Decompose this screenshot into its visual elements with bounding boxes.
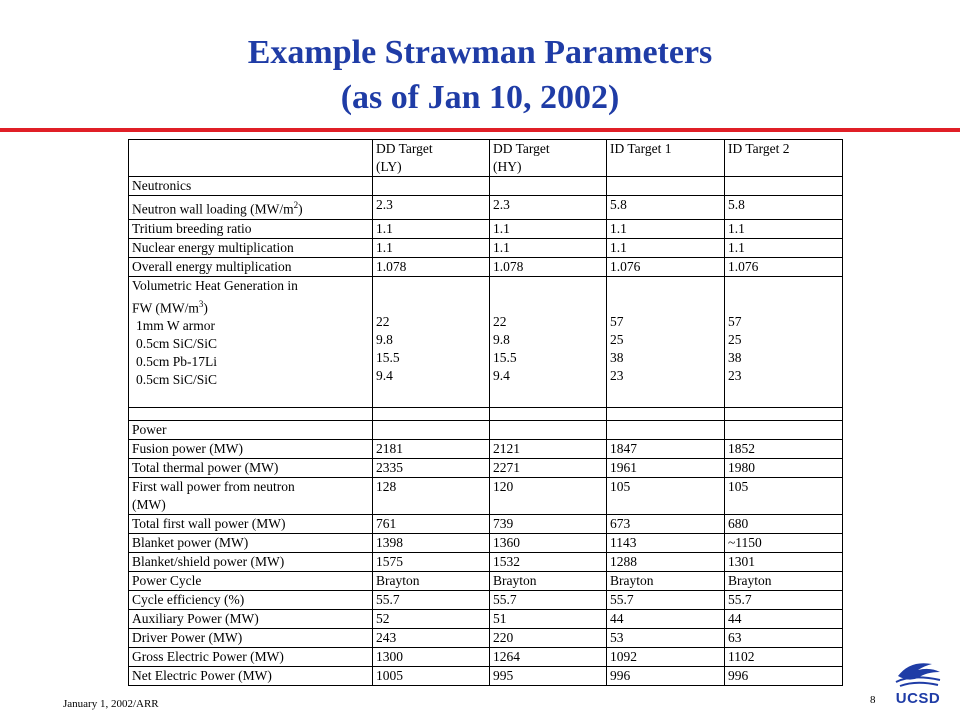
row-label [129,572,373,591]
column-header-line1: DD Target [376,141,433,156]
column-header-line2 [728,158,839,176]
value-cell: 38 [728,349,742,365]
value-cell: 1360 [490,534,607,553]
row-label-text: Driver Power (MW) [132,630,243,645]
value-cell: 1300 [373,648,490,667]
value-cell: 1.076 [725,257,843,276]
empty-cell [373,177,490,196]
row-label: Nuclear energy multiplication [129,238,373,257]
row-label-text: Power Cycle [132,573,202,588]
value-cell: 1575 [373,553,490,572]
value-cell: 9.4 [376,367,393,383]
logo-text: UCSD [895,690,941,707]
value-cell: 5.8 [725,196,843,220]
value-cell: 1.078 [373,257,490,276]
value-cell: 55.7 [373,591,490,610]
value-cell: 1102 [725,648,843,667]
value-cell: 44 [725,610,843,629]
value-cell: 57 [610,313,624,329]
row-label-tail: ) [298,201,303,217]
section-label-power: Power [129,421,373,440]
vhg-layer-label: 0.5cm SiC/SiC [136,372,218,387]
row-label [129,629,373,648]
row-label [129,440,373,459]
row-label [129,534,373,553]
row-label-text: Total first wall power (MW) [132,516,286,531]
vhg-value-column [725,276,843,408]
value-cell: 2.3 [490,196,607,220]
vhg-value-spacer [728,277,839,313]
table-row [129,610,843,629]
vhg-value-spacer [610,277,721,313]
title-line-2: (as of Jan 10, 2002) [340,79,620,116]
value-cell: 996 [725,667,843,686]
value-cell: 1092 [607,648,725,667]
row-label [129,553,373,572]
empty-cell [490,177,607,196]
value-cell: 2121 [490,440,607,459]
row-label-text: Blanket/shield power (MW) [132,554,285,569]
table-row [129,515,843,534]
value-cell: 15.5 [493,349,517,365]
value-cell: 55.7 [490,591,607,610]
value-cell: 1961 [607,459,725,478]
slide-title [0,30,960,120]
table-row [129,257,843,276]
table-row [129,219,843,238]
value-cell: 995 [490,667,607,686]
value-cell: 2271 [490,459,607,478]
vhg-value-column [490,276,607,408]
vhg-layer-label: 0.5cm SiC/SiC [136,336,218,351]
column-header [725,140,843,177]
row-label-text-line2: (MW) [132,497,166,512]
value-cell: 44 [607,610,725,629]
vhg-title-line1: Volumetric Heat Generation in [132,277,298,293]
table-row [129,553,843,572]
empty-cell [725,177,843,196]
vhg-layer-label: 1mm W armor [136,318,215,333]
value-cell: 25 [610,331,624,347]
empty-cell [607,421,725,440]
table-row [129,196,843,220]
page-number: 8 [870,694,876,706]
vhg-block-row [129,276,843,408]
section-row-neutronics [129,177,843,196]
table-row [129,629,843,648]
value-cell: 120 [490,478,607,515]
value-cell: Brayton [725,572,843,591]
row-label-text: Net Electric Power (MW) [132,668,272,683]
table-row [129,478,843,515]
row-label [129,667,373,686]
value-cell: 22 [376,313,390,329]
empty-cell [129,408,373,421]
row-label-text: Auxiliary Power (MW) [132,611,259,626]
row-label: Overall energy multiplication [129,257,373,276]
section-row-power [129,421,843,440]
value-cell: Brayton [373,572,490,591]
value-cell: 1.1 [607,238,725,257]
value-cell: 1852 [725,440,843,459]
row-label-text: Blanket power (MW) [132,535,249,550]
vhg-value-spacer [376,277,486,313]
row-label-text: Fusion power (MW) [132,441,243,456]
empty-cell [607,177,725,196]
empty-cell [725,421,843,440]
value-cell: 243 [373,629,490,648]
row-label [129,610,373,629]
value-cell: 63 [725,629,843,648]
column-header-line1: ID Target 2 [728,141,790,156]
value-cell: 1.1 [373,219,490,238]
value-cell: 996 [607,667,725,686]
empty-cell [373,421,490,440]
value-cell: 1847 [607,440,725,459]
header-row [129,140,843,177]
value-cell: 1264 [490,648,607,667]
column-header [490,140,607,177]
value-cell: Brayton [490,572,607,591]
value-cell: 15.5 [376,349,400,365]
table-row [129,591,843,610]
value-cell: 51 [490,610,607,629]
value-cell: 23 [610,367,624,383]
row-label [129,459,373,478]
value-cell: ~1150 [725,534,843,553]
value-cell: 2181 [373,440,490,459]
value-cell: 1.078 [490,257,607,276]
value-cell: 105 [725,478,843,515]
value-cell: 680 [725,515,843,534]
value-cell: 57 [728,313,742,329]
table-row [129,534,843,553]
empty-cell [725,408,843,421]
value-cell: 1288 [607,553,725,572]
value-cell: 2.3 [373,196,490,220]
row-label-text: Gross Electric Power (MW) [132,649,284,664]
empty-cell [373,408,490,421]
empty-cell [490,408,607,421]
value-cell: 23 [728,367,742,383]
value-cell: 739 [490,515,607,534]
row-label-text: Neutron wall loading (MW/m [132,201,294,217]
value-cell: 55.7 [607,591,725,610]
vhg-spacer [132,389,369,407]
column-header-line1: ID Target 1 [610,141,672,156]
column-header-line1: DD Target [493,141,550,156]
row-label [129,478,373,515]
superscript: 2 [293,200,299,210]
value-cell: 53 [607,629,725,648]
value-cell: 22 [493,313,507,329]
separator-row [129,408,843,421]
row-label-text: Total thermal power (MW) [132,460,279,475]
row-label-text: Cycle efficiency (%) [132,592,245,607]
value-cell: 761 [373,515,490,534]
value-cell: 105 [607,478,725,515]
footer-date: January 1, 2002/ARR [63,698,159,710]
value-cell: 1.1 [490,238,607,257]
table-row [129,459,843,478]
value-cell: 25 [728,331,742,347]
vhg-layer-label: 0.5cm Pb-17Li [136,354,217,369]
column-header-line2: (HY) [493,159,522,174]
value-cell: 52 [373,610,490,629]
parameters-table [128,139,843,686]
empty-cell [607,408,725,421]
value-cell: 673 [607,515,725,534]
value-cell: 1143 [607,534,725,553]
value-cell: 128 [373,478,490,515]
value-cell: 1980 [725,459,843,478]
value-cell: 1.076 [607,257,725,276]
value-cell: 220 [490,629,607,648]
vhg-title-line2 [132,295,369,318]
value-cell: 9.8 [376,331,393,347]
value-cell: 5.8 [607,196,725,220]
value-cell: 1.1 [607,219,725,238]
vhg-value-column [373,276,490,408]
value-cell: 9.4 [493,367,510,383]
table-row [129,667,843,686]
value-cell: 38 [610,349,624,365]
column-header [373,140,490,177]
column-header-line2 [610,158,721,176]
value-cell: 1.1 [373,238,490,257]
column-header-line2: (LY) [376,159,402,174]
value-cell: 9.8 [493,331,510,347]
header-blank-cell [129,140,373,177]
ucsd-logo [888,654,948,710]
row-label [129,515,373,534]
empty-cell [490,421,607,440]
title-line-1: Example Strawman Parameters [247,34,713,71]
value-cell: 1.1 [725,219,843,238]
vhg-label-cell [129,276,373,408]
value-cell: 1301 [725,553,843,572]
table-row [129,648,843,667]
column-header [607,140,725,177]
row-label [129,196,373,220]
row-label [129,591,373,610]
table-row [129,440,843,459]
value-cell: Brayton [607,572,725,591]
value-cell: 1005 [373,667,490,686]
table-row [129,238,843,257]
value-cell: 1532 [490,553,607,572]
value-cell: 2335 [373,459,490,478]
vhg-title-tail: ) [203,300,208,315]
vhg-value-column [607,276,725,408]
value-cell: 55.7 [725,591,843,610]
row-label-text: First wall power from neutron [132,479,295,494]
vhg-value-spacer [493,277,603,313]
table-row [129,572,843,591]
title-divider [0,128,960,132]
value-cell: 1398 [373,534,490,553]
section-label-neutronics: Neutronics [129,177,373,196]
ucsd-wave-icon [888,654,948,690]
vhg-title-text: FW (MW/m [132,300,199,315]
value-cell: 1.1 [490,219,607,238]
superscript: 3 [198,298,204,309]
row-label [129,648,373,667]
value-cell: 1.1 [725,238,843,257]
row-label: Tritium breeding ratio [129,219,373,238]
